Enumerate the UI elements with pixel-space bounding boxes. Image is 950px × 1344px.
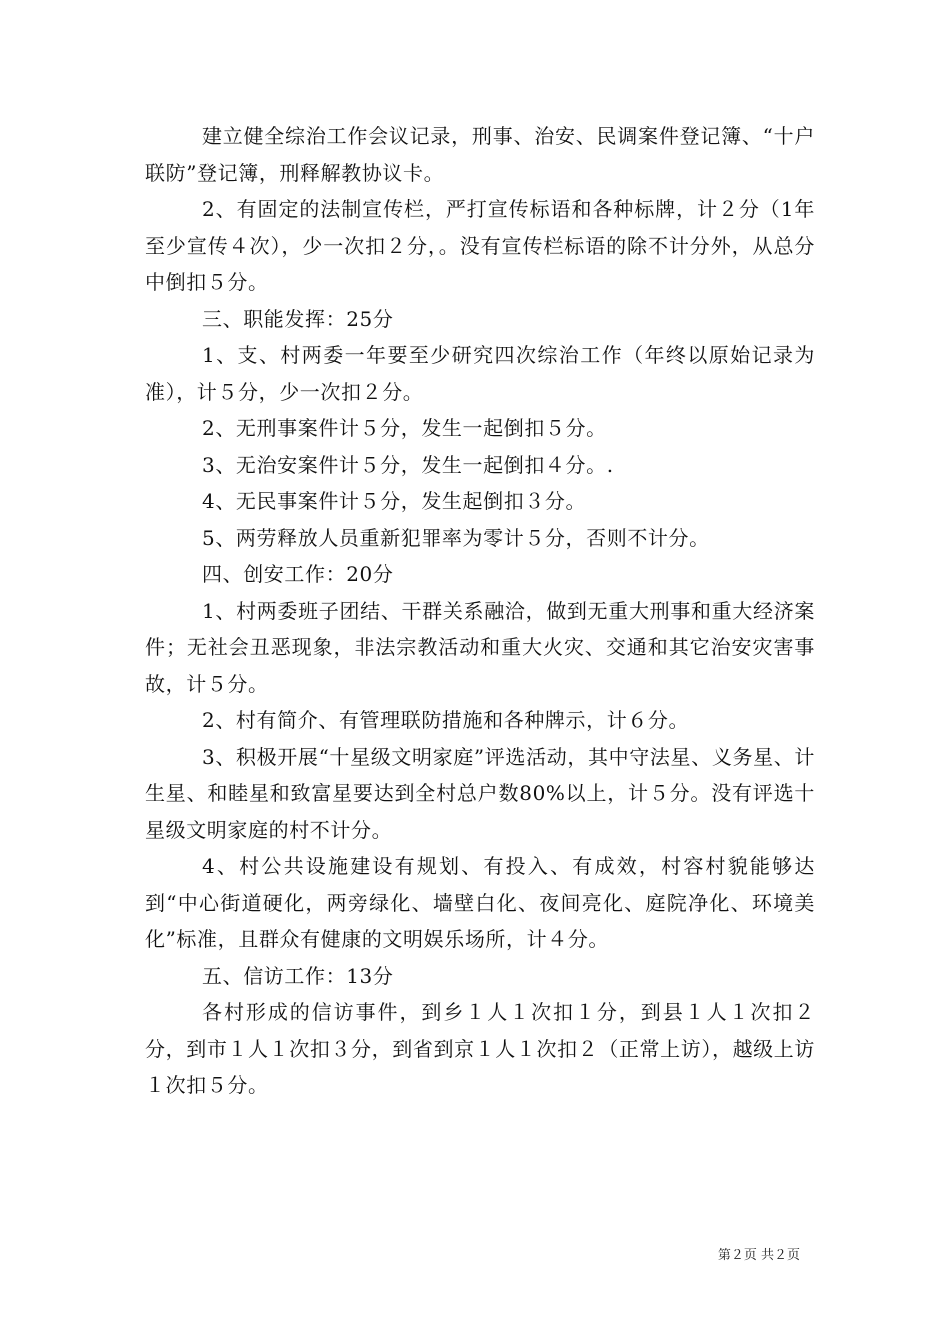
paragraph-records: 建立健全综治工作会议记录，刑事、治安、民调案件登记簿、“十户联防”登记簿，刑释解教协议卡。 [145,124,815,185]
paragraph-function-4: 4、无民事案件计５分，发生起倒扣３分。 [202,489,587,513]
section-heading-petition: 五、信访工作：13分 [202,963,394,988]
paragraph-function-3: 3、无治安案件计５分，发生一起倒扣４分。. [202,452,614,477]
paragraph-publicity-board: 2、有固定的法制宣传栏，严打宣传标语和各种标牌，计２分（1年至少宣传４次），少一次扣２分，。没有宣传栏标语的除不计分外，从总分中倒扣５分。 [145,197,815,294]
section-heading-function: 三、职能发挥：25分 [202,306,394,331]
paragraph-function-5: 5、两劳释放人员重新犯罪率为零计５分，否则不计分。 [202,525,710,550]
paragraph-function-2: 2、无刑事案件计５分，发生一起倒扣５分。 [202,416,607,440]
document-body [145,118,815,1104]
page-number: 第２页 共２页 [717,1248,800,1263]
paragraph-petition: 各村形成的信访事件，到乡１人１次扣１分，到县１人１次扣２分，到市１人１次扣３分，到省到京１人１次扣２（正常上访），越级上访１次扣５分。 [145,1000,815,1097]
paragraph-safety-3: 3、积极开展“十星级文明家庭”评选活动，其中守法星、义务星、计生星、和睦星和致富星要达到全村总户数80%以上，计５分。没有评选十星级文明家庭的村不计分。 [145,744,815,842]
section-heading-safety: 四、创安工作：20分 [202,562,394,586]
paragraph-safety-1: 1、村两委班子团结、干群关系融洽，做到无重大刑事和重大经济案件；无社会丑恶现象，非法宗教活动和重大火灾、交通和其它治安灾害事故，计５分。 [145,598,815,696]
paragraph-safety-4: 4、村公共设施建设有规划、有投入、有成效，村容村貌能够达到“中心街道硬化，两旁绿化、墙壁白化、夜间亮化、庭院净化、环境美化”标准，且群众有健康的文明娱乐场所，计４分。 [145,854,815,951]
paragraph-function-1: 1、支、村两委一年要至少研究四次综治工作（年终以原始记录为准），计５分，少一次扣２分。 [145,343,815,404]
paragraph-safety-2: 2、村有简介、有管理联防措施和各种牌示，计６分。 [202,708,690,732]
